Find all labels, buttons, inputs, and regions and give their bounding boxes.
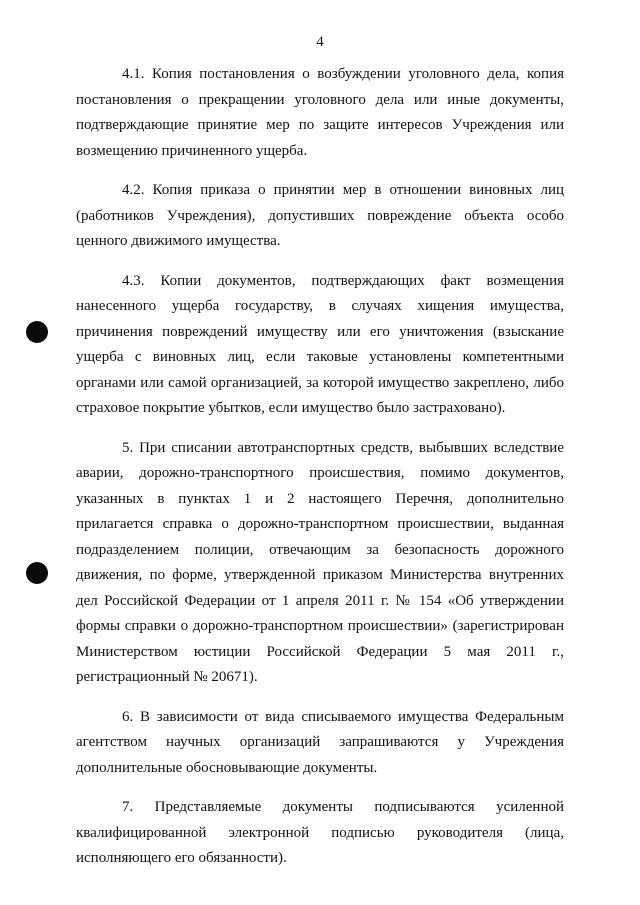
paragraph-4-1: 4.1. Копия постановления о возбуждении уголовного дела, копия постановления о прекращении уголовного дела или иные документы, подтверждающие принятие мер по защите интересов Учреждения или возмещению причиненного ущерба. bbox=[76, 66, 564, 159]
punch-hole-mark bbox=[26, 562, 48, 584]
page-number: 4 bbox=[316, 34, 324, 50]
paragraph-4-3: 4.3. Копии документов, подтверждающих факт возмещения нанесенного ущерба государству, в случаях хищения имущества, причинения повреждений имуществу или его уничтожения (взыскание ущерба с виновных лиц, если таковые установлены компетентными органами или самой организацией, за которой имущество закреплено, либо страховое покрытие убытков, если имущество было застраховано). bbox=[76, 272, 564, 416]
paragraph-4-2: 4.2. Копия приказа о принятии мер в отношении виновных лиц (работников Учреждения), допустивших повреждение объекта особо ценного движимого имущества. bbox=[76, 182, 564, 249]
document-body bbox=[76, 62, 564, 886]
paragraph-6: 6. В зависимости от вида списываемого имущества Федеральным агентством научных организаций запрашиваются у Учреждения дополнительные обосновывающие документы. bbox=[76, 708, 564, 776]
paragraph-7: 7. Представляемые документы подписываются усиленной квалифицированной электронной подписью руководителя (лица, исполняющего его обязанности). bbox=[76, 799, 564, 866]
punch-hole-mark bbox=[26, 321, 48, 343]
paragraph-5: 5. При списании автотранспортных средств, выбывших вследствие аварии, дорожно-транспортного происшествия, помимо документов, указанных в пунктах 1 и 2 настоящего Перечня, дополнительно прилагается справка о дорожно-транспортном происшествии, выданная подразделением полиции, отвечающим за безопасность дорожного движения, по форме, утвержденной приказом Министерства внутренних дел Российской Федерации от 1 апреля 2011 г. № 154 «Об утверждении формы справки о дорожно-транспортном происшествии» (зарегистрирован Министерством юстиции Российской Федерации 5 мая 2011 г., регистрационный № 20671). bbox=[76, 439, 564, 685]
